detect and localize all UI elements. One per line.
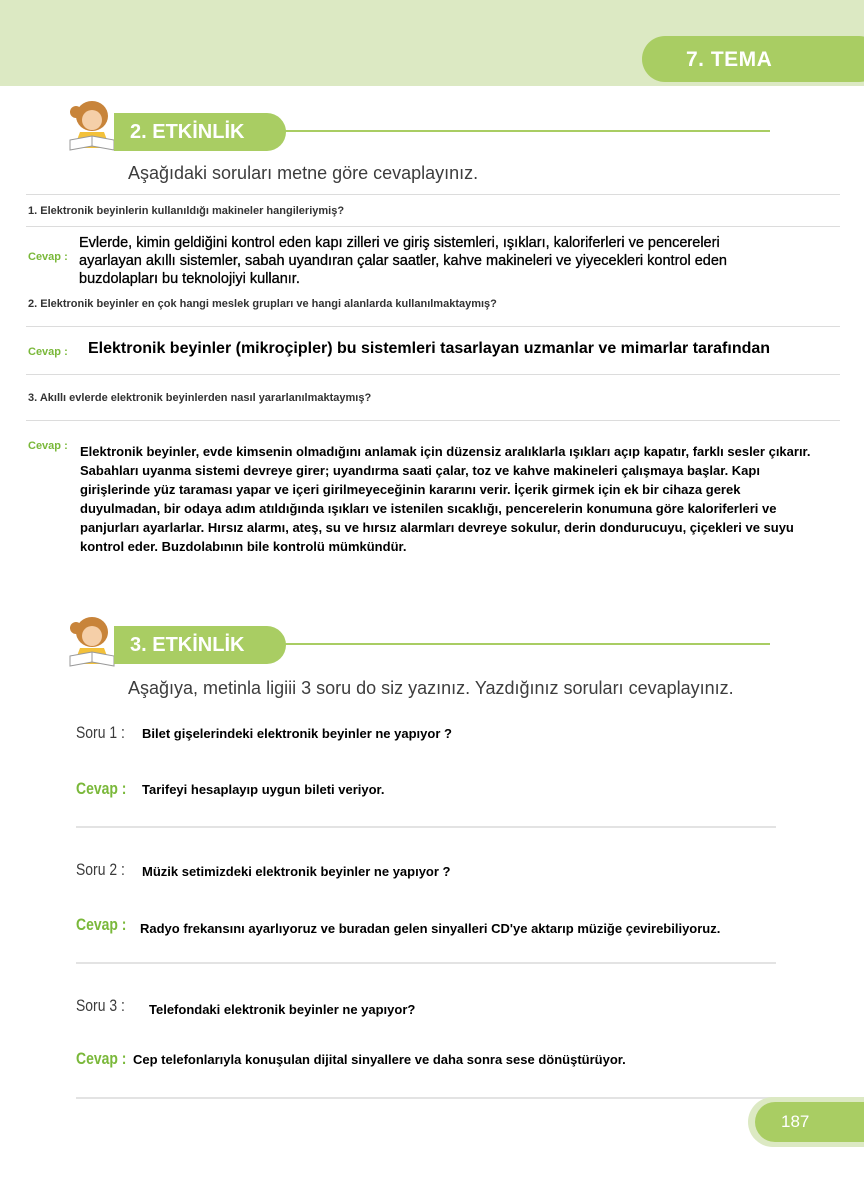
- activity3-instruction: Aşağıya, metinla ligiii 3 soru do siz yazınız. Yazdığınız soruları cevaplayınız.: [128, 678, 734, 698]
- activity2-question-3: 3. Akıllı evlerde elektronik beyinlerden nasıl yararlanılmaktaymış?: [28, 392, 372, 404]
- activity3-question-1: Bilet gişelerindeki elektronik beyinler ne yapıyor ?: [142, 726, 452, 741]
- activity2-instruction: Aşağıdaki soruları metne göre cevaplayınız.: [128, 163, 479, 183]
- activity2-title-rule: [284, 130, 770, 132]
- activity3-title-rule: [284, 643, 770, 645]
- activity2-cevap-label-3: Cevap :: [28, 440, 68, 452]
- divider: [76, 1097, 776, 1099]
- activity2-answer-1: Evlerde, kimin geldiğini kontrol eden kapı zilleri ve giriş sistemleri, ışıkları, kaloriferleri ve pencereleri ayarlayan akıllı sistemler, sabah uyandıran çalar saatler, kahve makineleri ve yiyecekleri kontrol eden buzdolapları bu teknolojiyi kullanır.: [79, 235, 727, 287]
- reading-girl-icon: [62, 96, 122, 156]
- divider: [26, 374, 840, 375]
- activity3-answer-3: Cep telefonlarıyla konuşulan dijital sinyallere ve daha sonra sese dönüştürüyor.: [133, 1052, 626, 1067]
- activity3-question-2: Müzik setimizdeki elektronik beyinler ne yapıyor ?: [142, 864, 451, 879]
- divider: [26, 194, 840, 195]
- reading-girl-icon: [62, 612, 122, 672]
- page-number: 187: [755, 1102, 864, 1142]
- activity2-cevap-label-2: Cevap :: [28, 346, 68, 358]
- activity3-question-3: Telefondaki elektronik beyinler ne yapıyor?: [149, 1002, 416, 1017]
- divider: [76, 962, 776, 964]
- divider: [26, 226, 840, 227]
- cevap-label-1: Cevap :: [76, 779, 127, 798]
- activity2-question-1: 1. Elektronik beyinlerin kullanıldığı makineler hangileriymiş?: [28, 205, 345, 217]
- activity3-answer-1: Tarifeyi hesaplayıp uygun bileti veriyor.: [142, 782, 385, 797]
- cevap-label-2: Cevap :: [76, 915, 127, 934]
- soru-label-1: Soru 1 :: [76, 723, 125, 742]
- divider: [76, 826, 776, 828]
- soru-label-3: Soru 3 :: [76, 996, 125, 1015]
- activity2-answer-2: Elektronik beyinler (mikroçipler) bu sistemleri tasarlayan uzmanlar ve mimarlar tarafından: [88, 340, 771, 357]
- activity2-cevap-label-1: Cevap :: [28, 251, 68, 263]
- activity2-title: 2. ETKİNLİK: [114, 113, 286, 151]
- cevap-label-3: Cevap :: [76, 1049, 127, 1068]
- activity3-answer-2: Radyo frekansını ayarlıyoruz ve buradan gelen sinyalleri CD'ye aktarıp müziğe çevirebiliyoruz.: [140, 921, 721, 936]
- activity2-answer-3: Elektronik beyinler, evde kimsenin olmadığını anlamak için düzensiz aralıklarla ışıkları açıp kapatır, farklı sesler çıkarır. Sabahları uyanma sistemi devreye girer; uyandırma saati çalar, toz ve kahve makineleri çalışmaya başlar. Kapı girişlerinde yüz taraması yapar ve içeri girilmeyeceğinin kararını verir. İçerik girmek için ek bir cihaza gerek duyulmadan, bir odaya adım atıldığında ışıkları ve istenilen sıcaklığı, pencerelerin konumuna göre kaloriferleri ve panjurları ayarlarlar. Hırsız alarmı, ateş, su ve hırsız alarmları devreye sokulur, derin dondurucuyu, çiçekleri ve suyu kontrol eder. Buzdolabının bile kontrolü mümkündür.: [80, 444, 811, 554]
- tema-badge: 7. TEMA: [642, 36, 864, 82]
- activity3-title: 3. ETKİNLİK: [114, 626, 286, 664]
- divider: [26, 326, 840, 327]
- activity2-question-2: 2. Elektronik beyinler en çok hangi meslek grupları ve hangi alanlarda kullanılmaktaymış?: [28, 298, 497, 310]
- divider: [26, 420, 840, 421]
- soru-label-2: Soru 2 :: [76, 860, 125, 879]
